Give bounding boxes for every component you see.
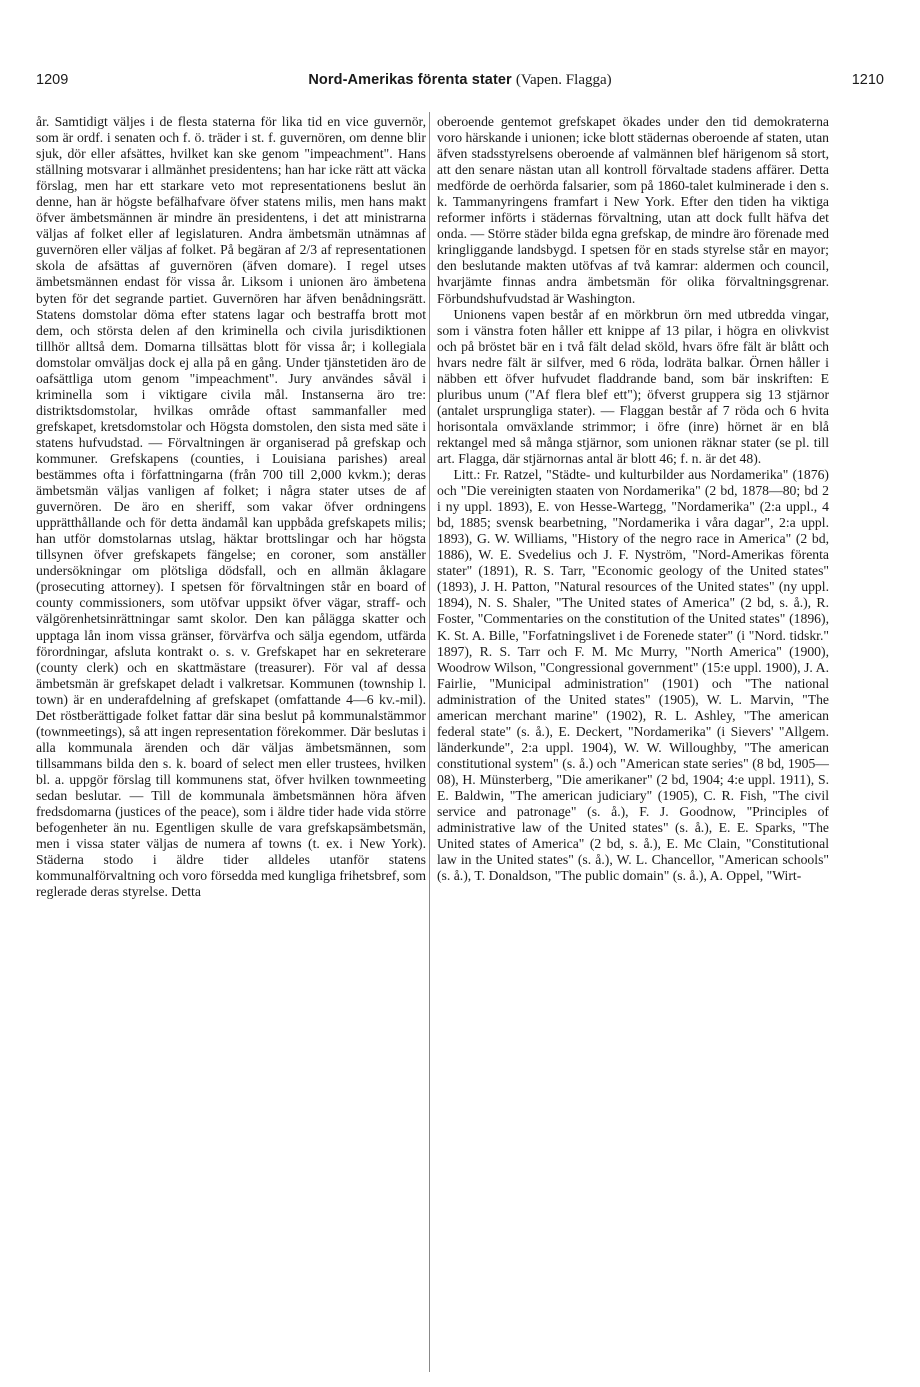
right-paragraph-1: oberoende gentemot grefskapet ökades under den tid demokraterna voro härskande i unionen; icke blott städernas oberoende af staten, utan äfven stadsstyrelsens oberoende af valmännen blef härigenom så stort, att den senare nästan utan all kontroll förvaltade stadens affärer. Detta medförde de oerhörda falsarier, som på 1860-talet kulminerade i den s. k. Tammanyringens framfart i New York. Efter den tiden ha viktiga reformer införts i städernas förvaltning, utan att dock fullt häfva det onda. — Större städer bilda egna grefskap, de mindre äro förenade med kringliggande landsbygd. I spetsen för en stads styrelse står en mayor; den beslutande makten utöfvas af två kamrar: aldermen och council, hvarjämte finnas andra ämbetsmän för olika förvaltningsgrenar. Förbundshufvudstad är Washington. [437,114,829,306]
column-divider [429,112,430,1372]
running-title [36,72,884,89]
left-paragraph-1: år. Samtidigt väljes i de flesta staterna för lika tid en vice guvernör, som är ordf. i senaten och f. ö. träder i st. f. guvernören, om denne blir sjuk, dör eller afsättes, hvilket kan ske genom "impeachment". Hans ställning motsvarar i allmänhet presidentens; han har icke rätt att väcka förslag, men har ett starkare veto mot representationens beslut än denne, han är högste befälhafvare öfver statens milis, men hans makt öfver ämbetsmännen är mindre än presidentens, i det att ministrarna väljas af folket eller af legislaturen. Andra ämbetsmän utnämnas af guvernören eller väljas af folket. På begäran af 2/3 af representationen skola de afsättas af guvernören (äfven domare). I regel utses ämbetsmännen endast för vissa år. Liksom i unionen äro ämbetena byten för det segrande partiet. Guvernören har äfven benådningsrätt. Statens domstolar döma efter statens lagar och bestraffa brott mot dem, och största delen af den kriminella och civila jurisdiktionen tillhör alltså dem. Domarna tillsättas blott för vissa år; i kollegiala domstolar omväljas dock ej alla på en gång. Under tjänstetiden äro de oafsättliga utom genom "impeachment". Jury användes såväl i kriminella som i viktigare civila mål. Instanserna äro tre: distriktsdomstolar, hvilkas område oftast sammanfaller med grefskapet, kretsdomstolar och Högsta domstolen, den sista med säte i statens hufvudstad. — Förvaltningen är organiserad på grefskap och kommuner. Grefskapens (counties, i Louisiana parishes) areal bestämmes ofta i författningarna (från 700 till 2,000 kvkm.); deras ämbetsmän väljas vanligen af folket; i några stater utses de af guvernören. De äro en sheriff, som vakar öfver ordningens upprätthållande och för detta ändamål kan uppbåda grefskapets milis; han utför domstolarnas utslag, häktar brottslingar och har högsta tillsynen öfver grefskapets fängelse; en coroner, som anställer undersökningar om plötsliga dödsfall, och en allmän åklagare (prosecuting attorney). I spetsen för förvaltningen står en board of county commissioners, som utöfvar uppsikt öfver vägar, straff- och välgörenhetsinrättningar samt skolor. Den kan pålägga skatter och upptaga lån inom vissa gränser, förvärfva och sälja egendom, utfärda förordningar, afsluta kontrakt o. s. v. Grefskapet har en sekreterare (county clerk) och en skattmästare (treasurer). För val af dessa ämbetsmän är grefskapet deladt i valkretsar. Kommunen (township l. town) är en underafdelning af grefskapet (omfattande 4—6 kv.-mil). Det röstberättigade folket fattar där sina beslut på kommunalstämmor (townmeetings), så att ingen representation förekommer. Där beslutas i alla kommunala ärenden och där väljas ämbetsmännen, som tillsammans bilda den s. k. board of select men eller trustees, hvilken bl. a. uppgör förslag till kommunens stat, öfver hvilken townmeeting sedan beslutar. — Till de kommunala ämbetsmännen höra äfven fredsdomarna (justices of the peace), som i äldre tider hade vida större befogenheter än nu. Egentligen skulle de vara grefskapsämbetsmän, men i vissa stater väljas de numera af towns (t. ex. i New York). Städerna stodo i äldre tider alldeles utanför statens kommunalförvaltning och voro försedda med kungliga frihetsbref, som reglerade deras styrelse. Detta [36,114,426,900]
running-title-main: Nord-Amerikas förenta stater [308,72,512,88]
right-paragraph-2: Unionens vapen består af en mörkbrun örn med utbredda vingar, som i vänstra foten håller ett knippe af 13 pilar, i högra en olivkvist och på bröstet bär en i två fält delad sköld, hvars öfre fält är blått och hvars nedre fält är silfver, med 6 röda, lodräta balkar. Örnen håller i näbben ett öfver hufvudet fladdrande band, som bär inskriften: E pluribus unum ("Af flera blef ett"); öfverst gruppera sig 13 stjärnor (antalet ursprungliga stater). — Flaggan består af 7 röda och 6 hvita horisontala omväxlande strimmor; i öfre (inre) hörnet är en blå rektangel med så många stjärnor, som unionen räknar stater (se pl. till art. Flagga, där stjärnornas antal är blott 46; f. n. är det 48). [437,306,829,466]
right-column [437,114,829,1364]
right-paragraph-3: Litt.: Fr. Ratzel, "Städte- und kulturbilder aus Nordamerika" (1876) och "Die vereinigten staaten von Nordamerika" (2 bd, 1878—80; bd 2 i ny uppl. 1893), E. von Hesse-Wartegg, "Nordamerika" (2:a uppl., 4 bd, 1885; svensk bearbetning, "Nordamerika i våra dagar", 2:a uppl. 1893), G. W. Williams, "History of the negro race in America" (2 bd, 1886), W. E. Svedelius och J. F. Nyström, "Nord-Amerikas förenta stater" (1891), R. S. Tarr, "Economic geology of the United states" (1893), J. H. Patton, "Natural resources of the United states" (ny uppl. 1894), N. S. Shaler, "The United states of America" (2 bd, s. å.), R. Foster, "Commentaries on the constitution of the United states" (1896), K. St. A. Bille, "Forfatningslivet i de Forenede stater" (i "Nord. tidskr." 1897), R. S. Tarr och F. M. Mc Murry, "North America" (1900), Woodrow Wilson, "Congressional government" (15:e uppl. 1900), J. A. Fairlie, "Municipal administration" (1901) och "The national administration of the United states" (1905), W. L. Marvin, "The american merchant marine" (1902), R. L. Ashley, "The american federal state" (s. å.), E. Deckert, "Nordamerika" (i Sievers' "Allgem. länderkunde", 2:a uppl. 1904), W. W. Willoughby, "The american constitutional system" (s. å.) och "American state series" (8 bd, 1905—08), H. Münsterberg, "Die amerikaner" (2 bd, 1904; 4:e uppl. 1911), S. E. Baldwin, "The american judiciary" (1905), C. R. Fish, "The civil service and patronage" (s. å.), F. J. Goodnow, "Principles of administrative law of the United states" (s. å.), E. E. Sparks, "The United states of America" (2 bd, s. å.), E. Mc Clain, "Constitutional law in the United states" (s. å.), W. L. Chancellor, "American schools" (s. å.), T. Donaldson, "The public domain" (s. å.), A. Oppel, "Wirt- [437,467,829,884]
running-title-subtitle: (Vapen. Flagga) [515,72,612,88]
page-number-right: 1210 [851,72,884,88]
page-number-left: 1209 [36,72,69,88]
left-column [36,114,426,1364]
running-header [36,72,884,96]
